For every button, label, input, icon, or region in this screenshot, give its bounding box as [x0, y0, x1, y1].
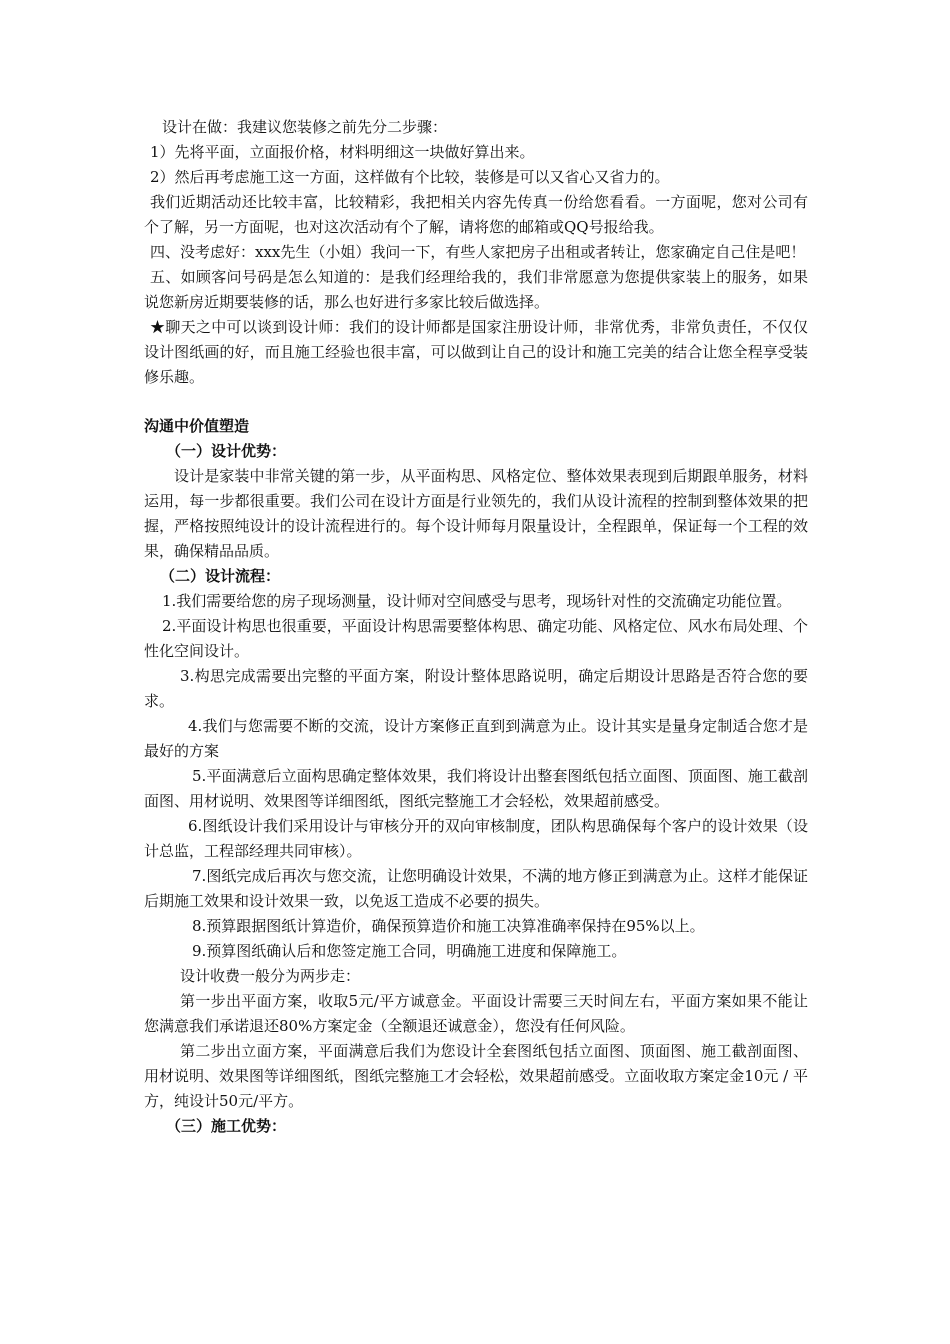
process-step: 7.图纸完成后再次与您交流，让您明确设计效果，不满的地方修正到满意为止。这样才能保证后期施工效果和设计效果一致，以免返工造成不必要的损失。	[144, 867, 808, 910]
heading-design-advantage: （一）设计优势：	[166, 442, 287, 460]
process-step: 2.平面设计构思也很重要，平面设计构思需要整体构思、确定功能、风格定位、风水布局处理、个性化空间设计。	[144, 617, 808, 660]
paragraph-activity: 我们近期活动还比较丰富，比较精彩，我把相关内容先传真一份给您看看。一方面呢，您对公司有个了解，另一方面呢，也对这次活动有个了解，请将您的邮箱或QQ号报给我。	[144, 193, 808, 236]
document-page	[144, 115, 808, 1139]
paragraph-design-advantage: 设计是家装中非常关键的第一步，从平面构思、风格定位、整体效果表现到后期跟单服务，材料运用，每一步都很重要。我们公司在设计方面是行业领先的，我们从设计流程的控制到整体效果的把握，严格按照纯设计的设计流程进行的。每个设计师每月限量设计，全程跟单，保证每一个工程的效果，确保精品品质。	[144, 467, 808, 560]
process-step: 1.我们需要给您的房子现场测量，设计师对空间感受与思考，现场针对性的交流确定功能位置。	[162, 592, 792, 610]
paragraph-fee-intro: 设计收费一般分为两步走：	[180, 967, 361, 985]
paragraph-fee-step-1: 第一步出平面方案，收取5元/平方诚意金。平面设计需要三天时间左右，平面方案如果不能让您满意我们承诺退还80%方案定金（全额退还诚意金），您没有任何风险。	[144, 992, 808, 1035]
paragraph-step-2: 2）然后再考虑施工这一方面，这样做有个比较，装修是可以又省心又省力的。	[150, 168, 670, 186]
paragraph-designer-talk: ★聊天之中可以谈到设计师：我们的设计师都是国家注册设计师，非常优秀，非常负责任，不仅仅设计图纸画的好，而且施工经验也很丰富，可以做到让自己的设计和施工完美的结合让您全程享受装修乐趣。	[144, 318, 808, 386]
paragraph-not-considered: 四、没考虑好：xxx先生（小姐）我问一下，有些人家把房子出租或者转让，您家确定自己住是吧！	[150, 243, 806, 261]
process-step: 6.图纸设计我们采用设计与审核分开的双向审核制度，团队构思确保每个客户的设计效果（设计总监，工程部经理共同审核）。	[144, 817, 808, 860]
spacer	[144, 390, 808, 414]
process-step: 8.预算跟据图纸计算造价，确保预算造价和施工决算准确率保持在95%以上。	[192, 917, 705, 935]
section-title: 沟通中价值塑造	[144, 417, 250, 435]
process-step: 5.平面满意后立面构思确定整体效果，我们将设计出整套图纸包括立面图、顶面图、施工截剖面图、用材说明、效果图等详细图纸，图纸完整施工才会轻松，效果超前感受。	[144, 767, 808, 810]
process-step: 9.预算图纸确认后和您签定施工合同，明确施工进度和保障施工。	[192, 942, 627, 960]
paragraph-design-suggestion: 设计在做：我建议您装修之前先分二步骤：	[162, 118, 448, 136]
process-step: 3.构思完成需要出完整的平面方案，附设计整体思路说明，确定后期设计思路是否符合您的要求。	[144, 667, 808, 710]
paragraph-step-1: 1）先将平面，立面报价格，材料明细这一块做好算出来。	[150, 143, 535, 161]
paragraph-phone-source: 五、如顾客问号码是怎么知道的：是我们经理给我的，我们非常愿意为您提供家装上的服务，如果说您新房近期要装修的话，那么也好进行多家比较后做选择。	[144, 268, 808, 311]
process-step: 4.我们与您需要不断的交流，设计方案修正直到到满意为止。设计其实是量身定制适合您才是最好的方案	[144, 717, 808, 760]
heading-construction-advantage: （三）施工优势：	[166, 1117, 287, 1135]
heading-design-process: （二）设计流程：	[160, 567, 281, 585]
paragraph-fee-step-2: 第二步出立面方案，平面满意后我们为您设计全套图纸包括立面图、顶面图、施工截剖面图、用材说明、效果图等详细图纸，图纸完整施工才会轻松，效果超前感受。立面收取方案定金10元 / 平方，纯设计50元/平方。	[144, 1042, 808, 1110]
